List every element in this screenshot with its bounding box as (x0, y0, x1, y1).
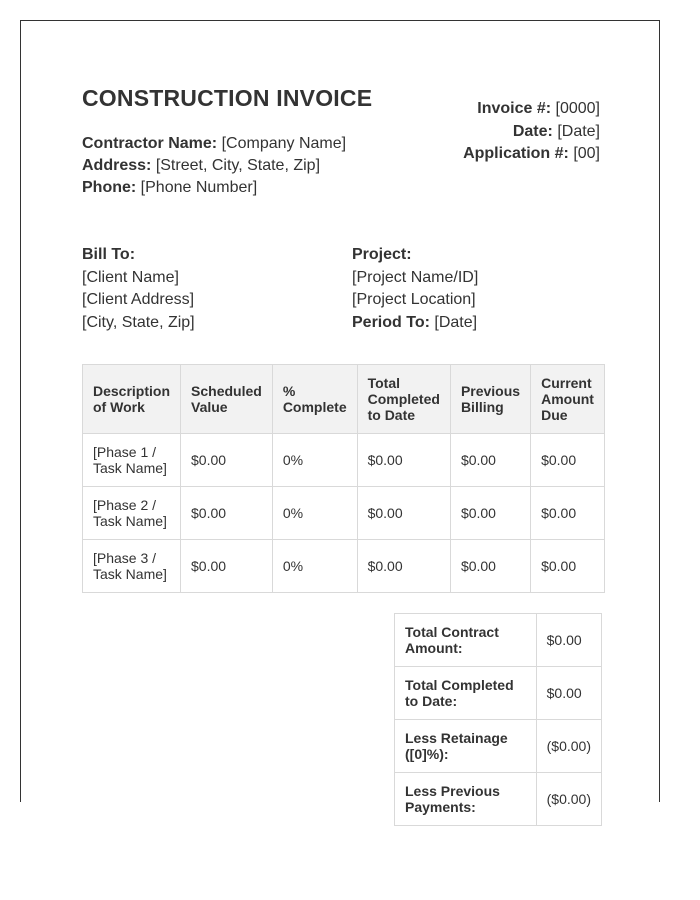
contractor-address-value: [Street, City, State, Zip] (155, 157, 321, 174)
work-table-header-row (83, 365, 605, 434)
totals-row (395, 667, 602, 720)
project-name: [Project Name/ID] (352, 268, 479, 286)
period-to-label: Period To: (352, 313, 430, 331)
row-description: [Phase 2 / Task Name] (83, 487, 181, 540)
bill-to-city-state-zip: [City, State, Zip] (82, 313, 195, 331)
row-scheduled-value: $0.00 (181, 487, 273, 540)
row-percent-complete: 0% (272, 487, 357, 540)
invoice-page (20, 20, 660, 815)
header-current-amount-due: Current Amount Due (531, 365, 605, 434)
header-previous-billing: Previous Billing (450, 365, 530, 434)
row-percent-complete: 0% (272, 434, 357, 487)
contractor-phone-line (82, 177, 346, 199)
less-previous-payments-label: Less Previous Payments: (395, 773, 537, 826)
invoice-title: CONSTRUCTION INVOICE (82, 85, 373, 111)
row-percent-complete: 0% (272, 540, 357, 593)
invoice-date-label: Date: (512, 122, 553, 140)
project-location: [Project Location] (352, 291, 476, 308)
row-description: [Phase 3 / Task Name] (83, 540, 181, 593)
table-row (83, 487, 605, 540)
row-scheduled-value: $0.00 (181, 540, 273, 593)
bill-to-client-address: [Client Address] (82, 291, 195, 308)
row-scheduled-value: $0.00 (181, 434, 273, 487)
totals-table (394, 613, 602, 826)
bill-to-client-name: [Client Name] (82, 268, 179, 286)
header-percent-complete: % Complete (272, 365, 357, 434)
total-completed-label: Total Completed to Date: (395, 667, 537, 720)
row-current-amount-due: $0.00 (531, 540, 605, 593)
header-description-of-work: Description of Work (83, 365, 181, 434)
less-retainage-label: Less Retainage ([0]%): (395, 720, 537, 773)
application-number-line (463, 143, 600, 166)
total-contract-amount-value: $0.00 (536, 614, 601, 667)
contractor-info (82, 133, 346, 199)
project-label: Project: (352, 246, 412, 263)
totals-row (395, 773, 602, 826)
contractor-address-line (82, 155, 346, 177)
row-current-amount-due: $0.00 (531, 487, 605, 540)
total-completed-value: $0.00 (536, 667, 601, 720)
table-row (83, 540, 605, 593)
contractor-name-line (82, 133, 346, 155)
row-description: [Phase 1 / Task Name] (83, 434, 181, 487)
row-previous-billing: $0.00 (450, 487, 530, 540)
totals-row (395, 720, 602, 773)
header-total-completed: Total Completed to Date (357, 365, 450, 434)
period-to-value: [Date] (434, 313, 478, 331)
less-retainage-value: ($0.00) (536, 720, 601, 773)
totals-row (395, 614, 602, 667)
application-number-label: Application #: (463, 145, 569, 162)
row-current-amount-due: $0.00 (531, 434, 605, 487)
row-previous-billing: $0.00 (450, 540, 530, 593)
invoice-number-value: [0000] (555, 100, 600, 117)
invoice-date-line (463, 121, 600, 144)
row-total-completed: $0.00 (357, 434, 450, 487)
row-previous-billing: $0.00 (450, 434, 530, 487)
invoice-date-value: [Date] (557, 122, 600, 140)
project-block (352, 244, 478, 334)
bill-to-block (82, 244, 195, 334)
application-number-value: [00] (573, 145, 600, 162)
contractor-phone-label: Phone: (82, 179, 137, 196)
period-to-line (352, 312, 478, 335)
total-contract-amount-label: Total Contract Amount: (395, 614, 537, 667)
header-scheduled-value: Scheduled Value (181, 365, 273, 434)
table-row (83, 434, 605, 487)
invoice-meta (463, 98, 600, 166)
row-total-completed: $0.00 (357, 487, 450, 540)
contractor-name-value: [Company Name] (221, 135, 347, 152)
row-total-completed: $0.00 (357, 540, 450, 593)
contractor-address-label: Address: (82, 157, 152, 174)
invoice-number-line (463, 98, 600, 121)
contractor-name-label: Contractor Name: (82, 135, 218, 152)
bill-to-label: Bill To: (82, 246, 136, 263)
work-table (82, 364, 605, 593)
less-previous-payments-value: ($0.00) (536, 773, 601, 826)
contractor-phone-value: [Phone Number] (140, 179, 258, 196)
invoice-number-label: Invoice #: (477, 100, 552, 117)
